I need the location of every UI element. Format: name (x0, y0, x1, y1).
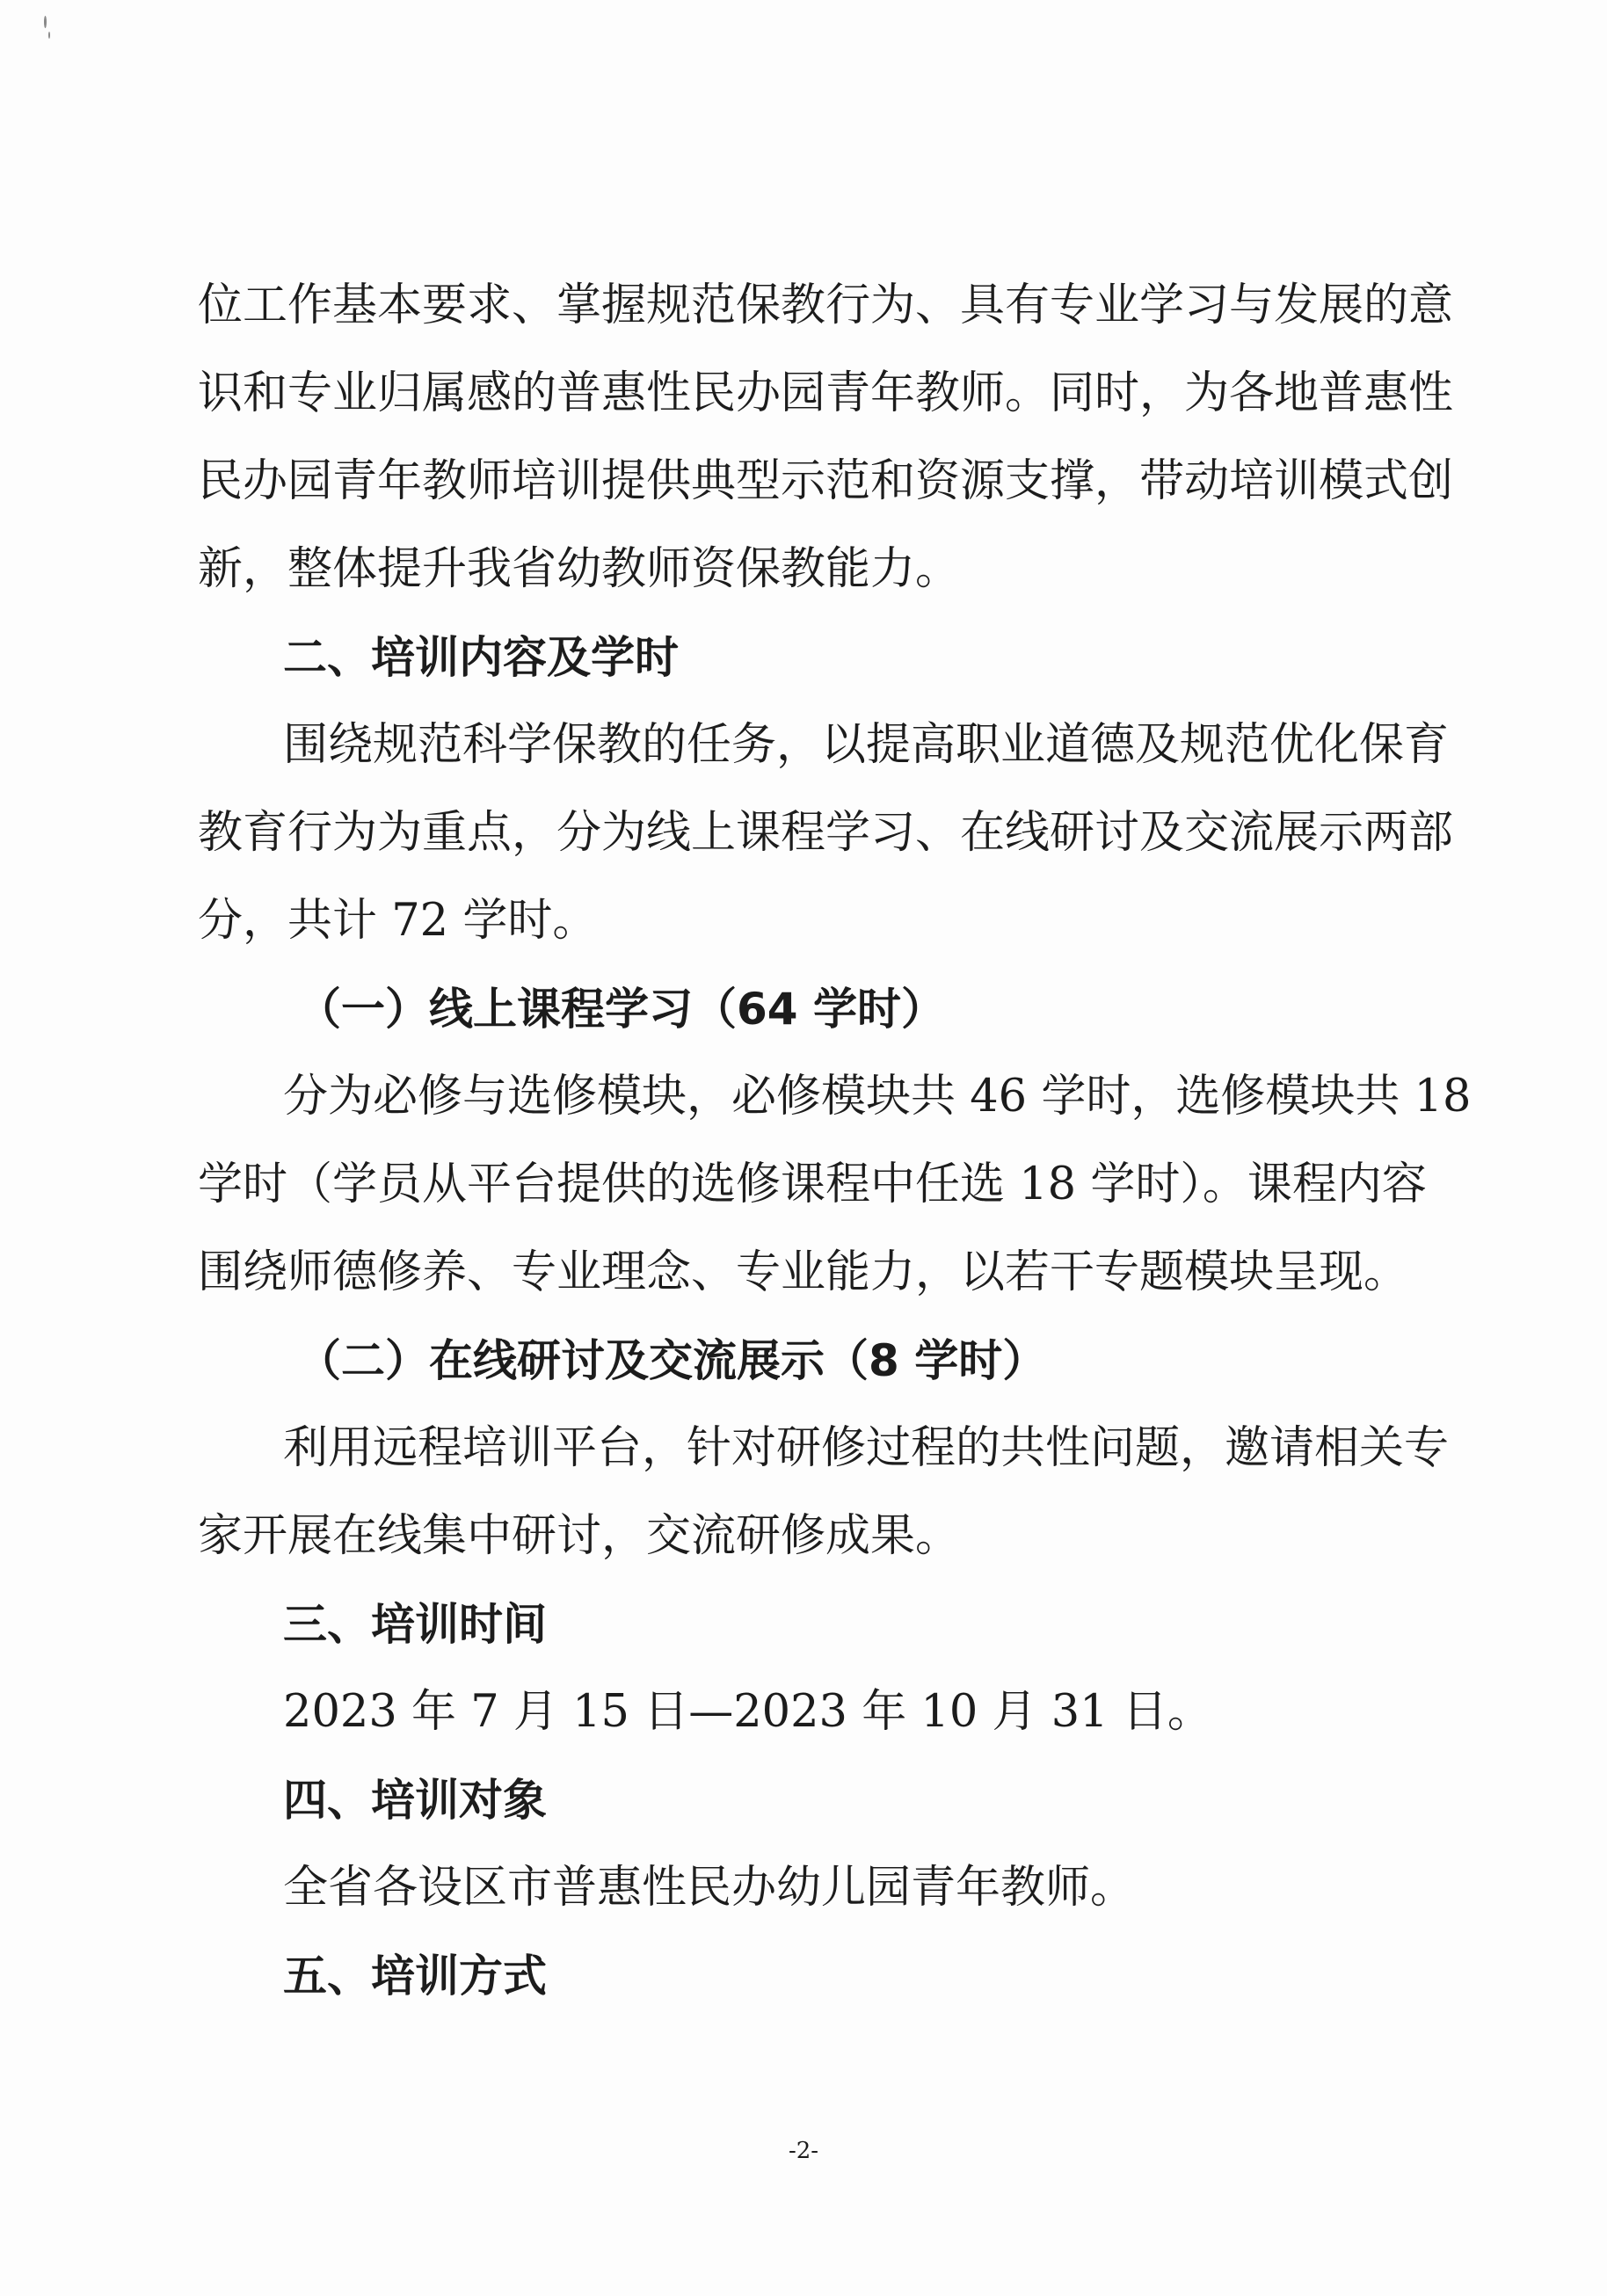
body-line: 学时（学员从平台提供的选修课程中任选 18 学时）。课程内容 (198, 1159, 1427, 1210)
page-number: -2- (788, 2138, 819, 2164)
body-line: 分为必修与选修模块，必修模块共 46 学时，选修模块共 18 (283, 1071, 1472, 1123)
section-heading: 三、培训时间 (283, 1599, 547, 1650)
body-line: 围绕师德修养、专业理念、专业能力，以若干专题模块呈现。 (198, 1246, 1409, 1298)
body-line: 教育行为为重点，分为线上课程学习、在线研讨及交流展示两部 (198, 807, 1454, 859)
subsection-heading: （一）线上课程学习（64 学时） (297, 984, 945, 1035)
body-line: 利用远程培训平台，针对研修过程的共性问题，邀请相关专 (283, 1422, 1450, 1474)
body-line: 家开展在线集中研讨，交流研修成果。 (198, 1510, 961, 1562)
body-line: 识和专业归属感的普惠性民办园青年教师。同时，为各地普惠性 (198, 367, 1454, 419)
section-heading: 五、培训方式 (283, 1951, 547, 2002)
body-line: 围绕规范科学保教的任务，以提高职业道德及规范优化保育 (283, 719, 1450, 771)
body-line: 新，整体提升我省幼教师资保教能力。 (198, 543, 961, 595)
subsection-heading: （二）在线研讨及交流展示（8 学时） (297, 1335, 1047, 1386)
scan-speck (44, 16, 47, 28)
section-heading: 四、培训对象 (283, 1775, 547, 1826)
body-line: 2023 年 7 月 15 日—2023 年 10 月 31 日。 (283, 1686, 1212, 1738)
body-line: 分，共计 72 学时。 (198, 895, 598, 947)
body-line: 位工作基本要求、掌握规范保教行为、具有专业学习与发展的意 (198, 280, 1454, 331)
body-line: 民办园青年教师培训提供典型示范和资源支撑，带动培训模式创 (198, 455, 1454, 507)
scan-speck (48, 32, 50, 39)
body-line: 全省各设区市普惠性民办幼儿园青年教师。 (283, 1862, 1136, 1914)
section-heading: 二、培训内容及学时 (283, 632, 679, 683)
